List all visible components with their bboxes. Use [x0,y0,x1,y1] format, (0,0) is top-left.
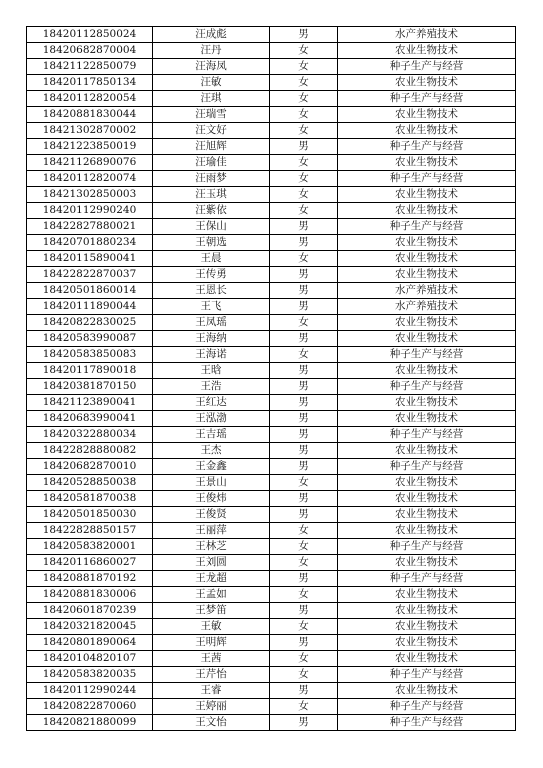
major-cell: 水产养殖技术 [338,27,516,43]
table-row [27,523,516,539]
gender-cell: 女 [270,187,338,203]
gender-cell: 男 [270,571,338,587]
student-id-cell: 18422822870037 [27,267,153,283]
major-cell: 种子生产与经营 [338,347,516,363]
table-row [27,315,516,331]
table-row [27,491,516,507]
table-row [27,651,516,667]
name-cell: 王朝选 [153,235,270,251]
major-cell: 农业生物技术 [338,491,516,507]
gender-cell: 男 [270,459,338,475]
table-row [27,91,516,107]
major-cell: 种子生产与经营 [338,571,516,587]
major-cell: 种子生产与经营 [338,459,516,475]
name-cell: 王敏 [153,619,270,635]
table-row [27,283,516,299]
gender-cell: 女 [270,347,338,363]
major-cell: 农业生物技术 [338,507,516,523]
gender-cell: 男 [270,411,338,427]
gender-cell: 女 [270,75,338,91]
major-cell: 农业生物技术 [338,443,516,459]
student-id-cell: 18420322880034 [27,427,153,443]
table-row [27,299,516,315]
student-id-cell: 18420115890041 [27,251,153,267]
student-id-cell: 18420822870060 [27,699,153,715]
student-id-cell: 18420501860014 [27,283,153,299]
name-cell: 王吉瑶 [153,427,270,443]
major-cell: 种子生产与经营 [338,59,516,75]
name-cell: 王丽萍 [153,523,270,539]
table-row [27,539,516,555]
major-cell: 农业生物技术 [338,75,516,91]
name-cell: 王凤瑶 [153,315,270,331]
student-id-cell: 18420111890044 [27,299,153,315]
name-cell: 汪琪 [153,91,270,107]
student-id-cell: 18420583820035 [27,667,153,683]
student-id-cell: 18420583820001 [27,539,153,555]
name-cell: 王茜 [153,651,270,667]
name-cell: 王林芝 [153,539,270,555]
major-cell: 农业生物技术 [338,587,516,603]
gender-cell: 男 [270,491,338,507]
gender-cell: 女 [270,619,338,635]
name-cell: 汪成彪 [153,27,270,43]
student-id-cell: 18420801890064 [27,635,153,651]
major-cell: 农业生物技术 [338,475,516,491]
name-cell: 王龙超 [153,571,270,587]
name-cell: 汪玉琪 [153,187,270,203]
student-id-cell: 18420881830044 [27,107,153,123]
table-row [27,347,516,363]
student-id-cell: 18420501850030 [27,507,153,523]
student-id-cell: 18420117890018 [27,363,153,379]
name-cell: 汪瑞雪 [153,107,270,123]
major-cell: 农业生物技术 [338,251,516,267]
table-row [27,411,516,427]
major-cell: 种子生产与经营 [338,219,516,235]
major-cell: 水产养殖技术 [338,299,516,315]
table-row [27,171,516,187]
name-cell: 王晗 [153,363,270,379]
major-cell: 农业生物技术 [338,603,516,619]
gender-cell: 男 [270,683,338,699]
student-id-cell: 18420881870192 [27,571,153,587]
name-cell: 汪瑜佳 [153,155,270,171]
gender-cell: 男 [270,139,338,155]
gender-cell: 男 [270,379,338,395]
student-id-cell: 18422828880082 [27,443,153,459]
major-cell: 农业生物技术 [338,187,516,203]
gender-cell: 女 [270,107,338,123]
table-row [27,267,516,283]
gender-cell: 男 [270,603,338,619]
student-id-cell: 18420104820107 [27,651,153,667]
major-cell: 农业生物技术 [338,107,516,123]
student-id-cell: 18420581870038 [27,491,153,507]
name-cell: 王杰 [153,443,270,459]
major-cell: 农业生物技术 [338,235,516,251]
table-row [27,395,516,411]
name-cell: 汪文好 [153,123,270,139]
student-id-cell: 18420112820054 [27,91,153,107]
student-id-cell: 18421126890076 [27,155,153,171]
gender-cell: 男 [270,427,338,443]
major-cell: 种子生产与经营 [338,539,516,555]
major-cell: 农业生物技术 [338,203,516,219]
major-cell: 种子生产与经营 [338,427,516,443]
gender-cell: 男 [270,635,338,651]
table-row [27,459,516,475]
gender-cell: 男 [270,27,338,43]
major-cell: 农业生物技术 [338,619,516,635]
major-cell: 种子生产与经营 [338,379,516,395]
name-cell: 汪丹 [153,43,270,59]
name-cell: 王浩 [153,379,270,395]
name-cell: 王俊炜 [153,491,270,507]
table-row [27,139,516,155]
table-row [27,699,516,715]
major-cell: 农业生物技术 [338,331,516,347]
name-cell: 王晨 [153,251,270,267]
major-cell: 农业生物技术 [338,267,516,283]
gender-cell: 男 [270,443,338,459]
gender-cell: 女 [270,555,338,571]
student-id-cell: 18420116860027 [27,555,153,571]
name-cell: 王海纳 [153,331,270,347]
name-cell: 汪雨梦 [153,171,270,187]
gender-cell: 女 [270,59,338,75]
name-cell: 王刘圆 [153,555,270,571]
name-cell: 王保山 [153,219,270,235]
name-cell: 王泓渤 [153,411,270,427]
name-cell: 王金鑫 [153,459,270,475]
gender-cell: 男 [270,235,338,251]
student-id-cell: 18420682870010 [27,459,153,475]
table-row [27,603,516,619]
gender-cell: 女 [270,155,338,171]
gender-cell: 女 [270,203,338,219]
major-cell: 水产养殖技术 [338,283,516,299]
major-cell: 农业生物技术 [338,43,516,59]
roster-body [27,27,516,731]
table-row [27,363,516,379]
student-id-cell: 18420822830025 [27,315,153,331]
name-cell: 王飞 [153,299,270,315]
major-cell: 农业生物技术 [338,155,516,171]
major-cell: 种子生产与经营 [338,171,516,187]
gender-cell: 男 [270,715,338,731]
name-cell: 王文怡 [153,715,270,731]
gender-cell: 男 [270,395,338,411]
gender-cell: 男 [270,283,338,299]
gender-cell: 男 [270,507,338,523]
gender-cell: 女 [270,587,338,603]
table-row [27,619,516,635]
table-row [27,187,516,203]
name-cell: 王恩长 [153,283,270,299]
student-id-cell: 18420821880099 [27,715,153,731]
name-cell: 王传勇 [153,267,270,283]
table-row [27,203,516,219]
name-cell: 汪海凤 [153,59,270,75]
table-row [27,427,516,443]
gender-cell: 女 [270,699,338,715]
table-row [27,379,516,395]
major-cell: 农业生物技术 [338,123,516,139]
major-cell: 农业生物技术 [338,411,516,427]
student-id-cell: 18420683990041 [27,411,153,427]
table-row [27,43,516,59]
table-row [27,155,516,171]
gender-cell: 男 [270,363,338,379]
table-row [27,331,516,347]
student-id-cell: 18420583990087 [27,331,153,347]
student-id-cell: 18420601870239 [27,603,153,619]
name-cell: 汪敏 [153,75,270,91]
major-cell: 农业生物技术 [338,683,516,699]
major-cell: 农业生物技术 [338,363,516,379]
table-row [27,107,516,123]
table-row [27,683,516,699]
student-id-cell: 18422828850157 [27,523,153,539]
gender-cell: 女 [270,315,338,331]
gender-cell: 女 [270,91,338,107]
student-id-cell: 18420112820074 [27,171,153,187]
major-cell: 农业生物技术 [338,635,516,651]
student-id-cell: 18421223850019 [27,139,153,155]
student-roster-table [26,26,516,731]
table-row [27,507,516,523]
student-id-cell: 18420682870004 [27,43,153,59]
name-cell: 王睿 [153,683,270,699]
gender-cell: 女 [270,539,338,555]
gender-cell: 男 [270,299,338,315]
name-cell: 王俊贤 [153,507,270,523]
table-row [27,235,516,251]
student-id-cell: 18421123890041 [27,395,153,411]
table-row [27,571,516,587]
table-row [27,555,516,571]
major-cell: 农业生物技术 [338,523,516,539]
student-id-cell: 18421122850079 [27,59,153,75]
major-cell: 种子生产与经营 [338,699,516,715]
student-id-cell: 18420112990240 [27,203,153,219]
student-id-cell: 18420117850134 [27,75,153,91]
name-cell: 王芹怡 [153,667,270,683]
student-id-cell: 18420881830006 [27,587,153,603]
name-cell: 王海诺 [153,347,270,363]
student-id-cell: 18421302850003 [27,187,153,203]
major-cell: 种子生产与经营 [338,667,516,683]
table-row [27,587,516,603]
name-cell: 汪紫依 [153,203,270,219]
gender-cell: 女 [270,651,338,667]
major-cell: 农业生物技术 [338,555,516,571]
gender-cell: 女 [270,523,338,539]
name-cell: 王孟如 [153,587,270,603]
name-cell: 王梦笛 [153,603,270,619]
name-cell: 王婷丽 [153,699,270,715]
student-roster-sheet [26,26,515,731]
student-id-cell: 18422827880021 [27,219,153,235]
major-cell: 农业生物技术 [338,315,516,331]
table-row [27,27,516,43]
student-id-cell: 18420112850024 [27,27,153,43]
gender-cell: 男 [270,219,338,235]
major-cell: 农业生物技术 [338,651,516,667]
table-row [27,635,516,651]
name-cell: 王明辉 [153,635,270,651]
name-cell: 汪旭辉 [153,139,270,155]
major-cell: 农业生物技术 [338,395,516,411]
major-cell: 种子生产与经营 [338,715,516,731]
table-row [27,667,516,683]
table-row [27,715,516,731]
major-cell: 种子生产与经营 [338,91,516,107]
table-row [27,251,516,267]
student-id-cell: 18420381870150 [27,379,153,395]
student-id-cell: 18420112990244 [27,683,153,699]
table-row [27,123,516,139]
table-row [27,59,516,75]
name-cell: 王景山 [153,475,270,491]
student-id-cell: 18421302870002 [27,123,153,139]
name-cell: 王红达 [153,395,270,411]
student-id-cell: 18420321820045 [27,619,153,635]
gender-cell: 女 [270,43,338,59]
gender-cell: 女 [270,251,338,267]
major-cell: 种子生产与经营 [338,139,516,155]
gender-cell: 女 [270,667,338,683]
student-id-cell: 18420701880234 [27,235,153,251]
gender-cell: 女 [270,171,338,187]
gender-cell: 男 [270,267,338,283]
table-row [27,475,516,491]
gender-cell: 女 [270,475,338,491]
student-id-cell: 18420528850038 [27,475,153,491]
table-row [27,443,516,459]
table-row [27,219,516,235]
table-row [27,75,516,91]
gender-cell: 男 [270,331,338,347]
gender-cell: 女 [270,123,338,139]
student-id-cell: 18420583850083 [27,347,153,363]
